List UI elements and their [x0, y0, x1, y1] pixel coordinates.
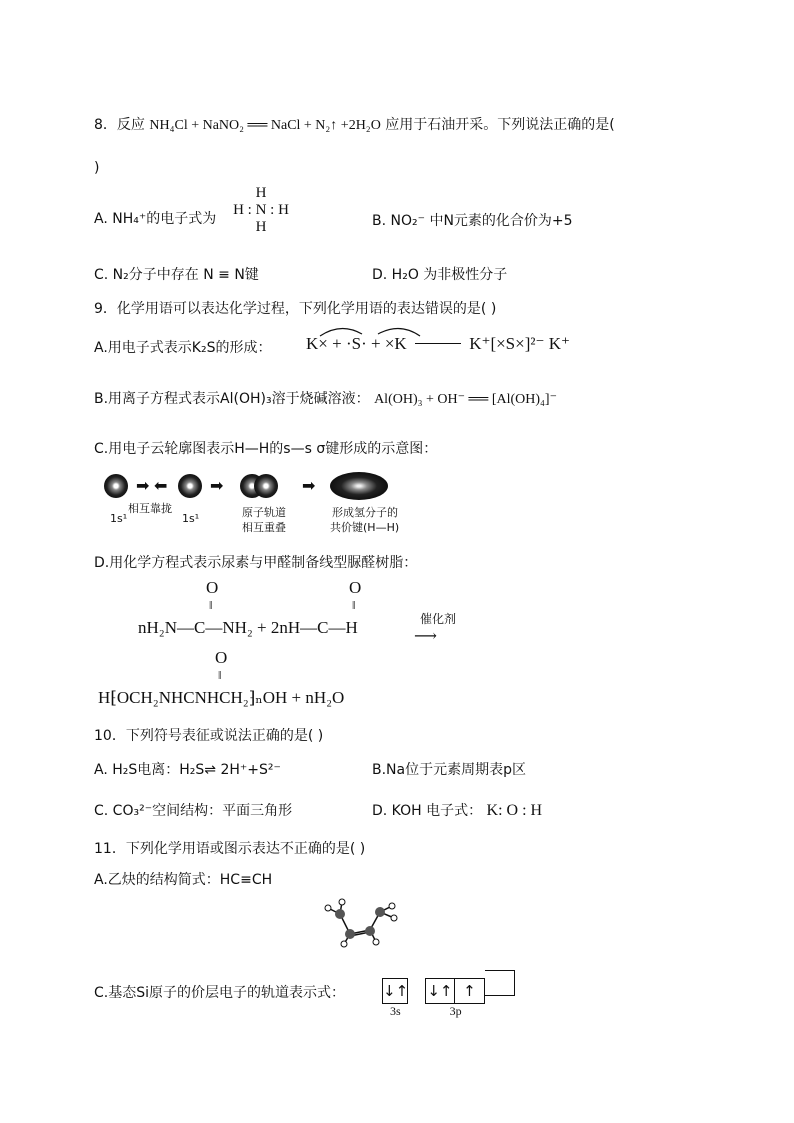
q11-option-a: A.乙炔的结构简式：HC≡CH — [94, 872, 273, 888]
q10-option-d-label: D. KOH 电子式： — [372, 803, 483, 819]
carbonyl-o-2: O — [349, 578, 362, 597]
label-1s-b: 1s¹ — [182, 512, 200, 525]
q11-stem: 11．下列化学用语或图示表达不正确的是( ) — [94, 841, 366, 857]
k2s-right: K⁺[×S×]²⁻ K⁺ — [469, 334, 570, 353]
orbital-box-3p-2: ↑ — [455, 978, 485, 1004]
q9-option-b-line — [94, 388, 557, 408]
label-form-2: 共价键(H—H) — [330, 521, 400, 534]
double-bond-2: ‖ — [352, 598, 356, 612]
q9-option-c-label: C.用电子云轮廓图表示H—H的s—s σ键形成的示意图： — [94, 441, 438, 457]
q8-stem-2: 应用于石油开采。下列说法正确的是( — [385, 117, 615, 133]
q10-option-c: C. CO₃²⁻空间结构：平面三角形 — [94, 803, 293, 819]
k2s-left: K× + ·S· + ×K — [306, 334, 407, 353]
product-line: H⁅OCH₂NHCNHCH₂⁆ₙOH + nH₂O — [98, 688, 345, 707]
arrow-icon — [415, 343, 461, 344]
label-overlap-2: 相互重叠 — [242, 521, 286, 534]
reactants-line: nH₂N—C—NH₂ + 2nH—C—H — [138, 618, 358, 637]
q10-option-b: B.Na位于元素周期表p区 — [372, 762, 526, 778]
q9-stem: 9．化学用语可以表达化学过程，下列化学用语的表达错误的是( ) — [94, 301, 497, 317]
s-orbital-diagram — [104, 474, 404, 542]
urea-formaldehyde-equation — [98, 578, 498, 708]
q10-stem: 10．下列符号表征或说法正确的是( ) — [94, 728, 324, 744]
arrow-left-icon: ⬅ — [154, 476, 168, 495]
q8-stem: 8．反应 — [94, 117, 145, 133]
label-3s: 3s — [390, 1004, 401, 1018]
formula-middle: H : N : H — [233, 202, 289, 218]
overlapping-orbitals-icon — [240, 474, 278, 498]
q8-stem-line — [94, 114, 615, 134]
s-orbital-icon — [104, 474, 128, 498]
q8-equation: NH₄Cl + NaNO₂ ══ NaCl + N₂↑ +2H₂O — [149, 118, 381, 133]
carbonyl-o-1: O — [206, 578, 219, 597]
double-bond-3: ‖ — [218, 668, 222, 682]
q9-option-b-label: B.用离子方程式表示Al(OH)₃溶于烧碱溶液： — [94, 391, 370, 407]
q8-option-a-label: A. NH₄⁺的电子式为 — [94, 211, 217, 227]
arrow-right-icon: ➡ — [210, 476, 224, 495]
label-close-in: 相互靠拢 — [128, 502, 172, 515]
koh-electron-formula: K: O : H — [486, 802, 543, 819]
arrow-right-icon: ➡ — [302, 476, 316, 495]
formula-bottom-h: H — [255, 219, 267, 235]
cis-2-butene-model-icon — [322, 898, 402, 950]
q8-option-a — [94, 208, 216, 228]
q10-option-d — [372, 800, 542, 820]
q8-option-b: B. NO₂⁻ 中N元素的化合价为+5 — [372, 213, 573, 229]
q8-option-c: C. N₂分子中存在 N ≡ N键 — [94, 267, 259, 283]
q9-option-b-equation: Al(OH)₃ + OH⁻ ══ [Al(OH)₄]⁻ — [374, 392, 557, 407]
sigma-bond-icon — [330, 472, 388, 500]
label-1s-a: 1s¹ — [110, 512, 128, 525]
q8-close-paren: ) — [94, 160, 100, 176]
q9-option-a-label: A.用电子式表示K₂S的形成： — [94, 340, 272, 356]
formula-top-h: H — [255, 185, 267, 201]
orbital-box-3s: ↓↑ — [382, 978, 408, 1004]
orbital-box-3p-1: ↓↑ — [425, 978, 455, 1004]
q8-option-a-electron-formula — [226, 185, 296, 236]
q8-option-d: D. H₂O 为非极性分子 — [372, 267, 508, 283]
double-bond-1: ‖ — [209, 598, 213, 612]
orbital-box-3p-3 — [485, 970, 515, 996]
catalyst-label: 催化剂 — [420, 612, 457, 626]
si-orbital-diagram — [382, 970, 515, 1019]
label-form-1: 形成氢分子的 — [332, 506, 398, 519]
arrow-right-icon: ➡ — [136, 476, 150, 495]
reaction-arrow-icon: ⟶ — [414, 628, 437, 645]
carbonyl-o-3: O — [215, 648, 228, 667]
q10-option-a: A. H₂S电离：H₂S⇌ 2H⁺+S²⁻ — [94, 762, 281, 778]
q9-option-d-label: D.用化学方程式表示尿素与甲醛制备线型脲醛树脂： — [94, 555, 418, 571]
label-overlap-1: 原子轨道 — [242, 506, 286, 519]
label-3p: 3p — [449, 1004, 462, 1018]
s-orbital-icon — [178, 474, 202, 498]
electron-transfer-arrows-icon — [316, 324, 426, 340]
q11-option-c-label: C.基态Si原子的价层电子的轨道表示式： — [94, 985, 346, 1001]
